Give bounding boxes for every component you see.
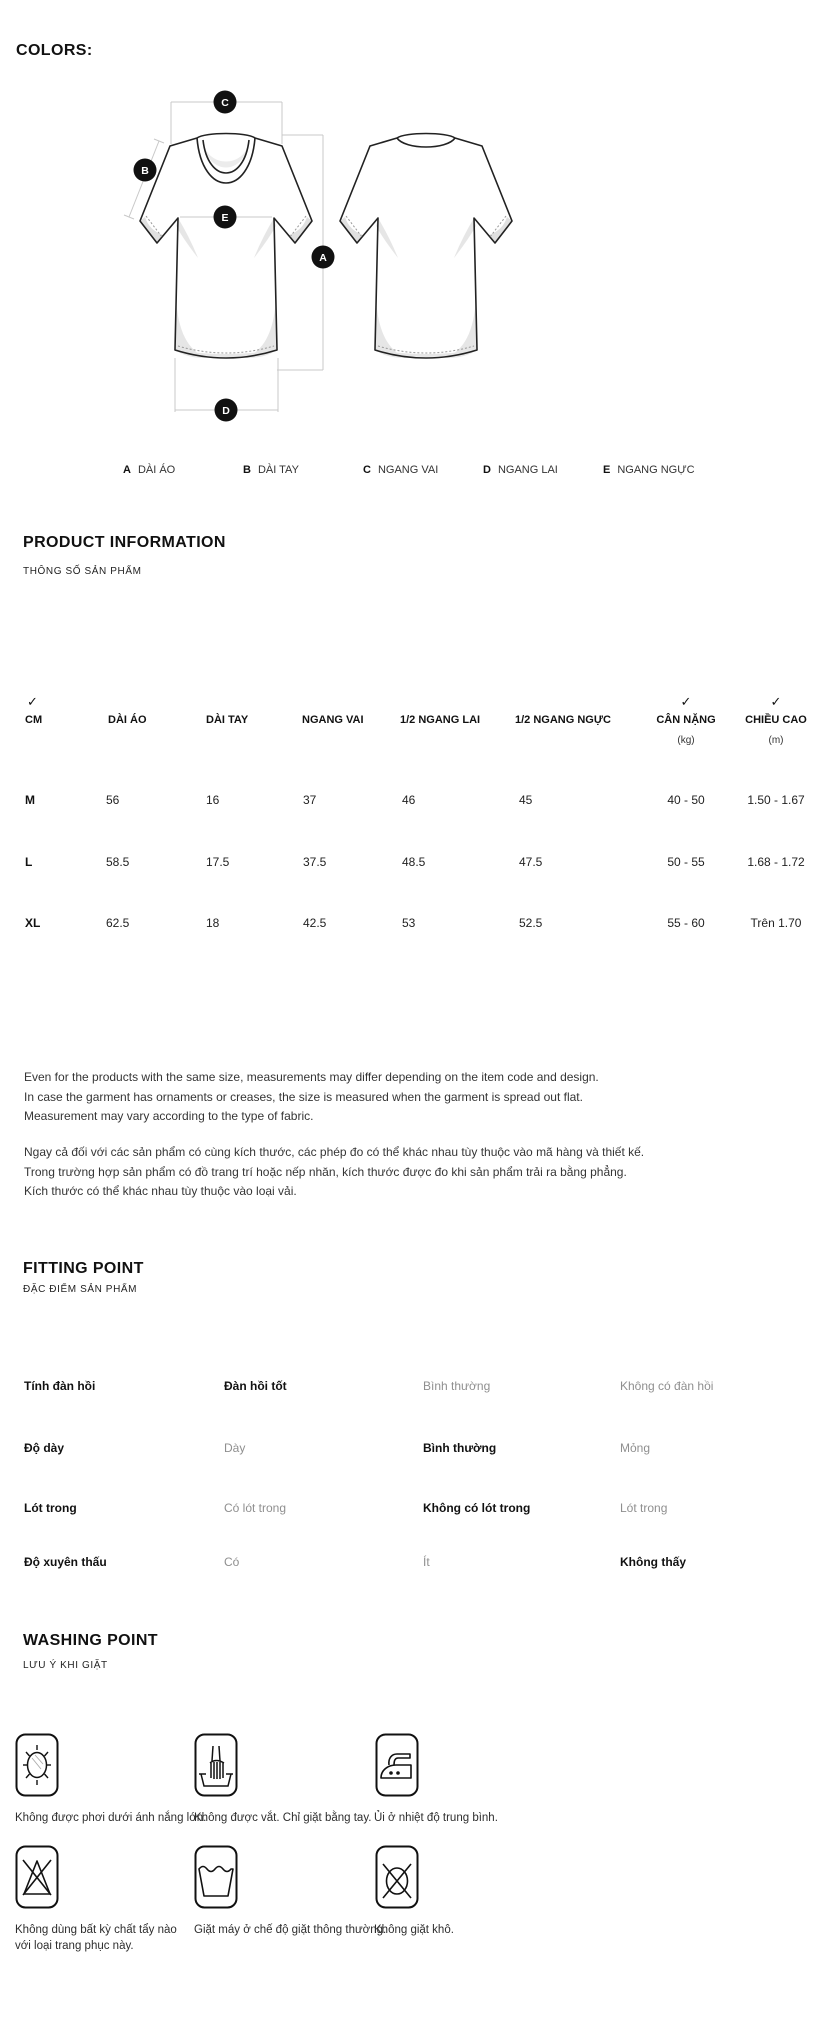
washing-caption: Không dùng bất kỳ chất tẩy nào với loại trang phục này. (15, 1924, 177, 1952)
value-cell: 16 (206, 793, 220, 807)
washing-title: WASHING POINT (23, 1632, 158, 1649)
washing-subtitle: LƯU Ý KHI GIẶT (23, 1660, 108, 1671)
value-cell: 40 - 50 (667, 793, 705, 807)
col-header-cm: CM (25, 714, 43, 726)
front-shirt-shading (140, 142, 312, 358)
washing-caption: Ủi ở nhiệt độ trung bình. (374, 1812, 498, 1824)
fitting-row-label: Độ xuyên thấu (24, 1555, 107, 1569)
washing-caption: Không giặt khô. (374, 1924, 454, 1936)
measure-markers (134, 91, 335, 422)
legend-key: D (483, 464, 491, 476)
fitting-option: Có lót trong (224, 1501, 287, 1515)
value-cell: Trên 1.70 (750, 916, 802, 930)
fitting-option-selected: Không thấy (620, 1555, 686, 1569)
fitting-row-label: Lót trong (24, 1501, 77, 1515)
notes-vietnamese (24, 1143, 644, 1202)
value-cell: 1.68 - 1.72 (747, 855, 805, 869)
check-icon: ✓ (27, 694, 38, 709)
value-cell: 37.5 (303, 855, 327, 869)
fitting-row-label: Tính đàn hồi (24, 1379, 96, 1393)
fitting-option: Ít (423, 1555, 430, 1569)
value-cell: 50 - 55 (667, 855, 705, 869)
value-cell: 42.5 (303, 916, 327, 930)
value-cell: 47.5 (519, 855, 543, 869)
product-info-title: PRODUCT INFORMATION (23, 534, 226, 551)
check-icon: ✓ (680, 694, 692, 709)
legend-item-c (363, 460, 438, 478)
no-sunlight-icon (15, 1733, 59, 1797)
size-cell: L (25, 855, 33, 869)
legend-label: NGANG NGỰC (617, 464, 695, 476)
legend-label: NGANG LAI (497, 464, 558, 476)
fitting-option: Không có đàn hồi (620, 1379, 714, 1393)
note-line: Measurement may vary according to the type of fabric. (24, 1109, 314, 1123)
note-line: Ngay cả đối với các sản phẩm có cùng kích thước, các phép đo có thể khác nhau tùy thuộc vào mã hàng và thiết kế. (24, 1145, 645, 1159)
fitting-option-selected: Không có lót trong (423, 1501, 531, 1515)
legend-key: A (123, 464, 131, 476)
product-info-subtitle: THÔNG SỐ SẢN PHẨM (23, 566, 142, 577)
fitting-option: Lót trong (620, 1501, 668, 1515)
fitting-option-selected: Bình thường (423, 1441, 497, 1455)
back-shirt-stitching (346, 216, 506, 353)
washing-caption: Không được vắt. Chỉ giặt bằng tay. (194, 1812, 372, 1824)
fitting-subtitle: ĐẶC ĐIỂM SẢN PHẨM (23, 1284, 138, 1295)
col-header-ngang-vai: NGANG VAI (302, 714, 364, 726)
fitting-option-selected: Đàn hồi tốt (224, 1379, 287, 1393)
col-header-ngang-nguc: 1/2 NGANG NGỰC (515, 714, 611, 726)
fitting-option: Bình thường (423, 1379, 491, 1393)
notes-english (24, 1068, 599, 1127)
col-header-chieu-cao: CHIỀU CAO (745, 714, 807, 726)
marker-e: E (221, 212, 229, 224)
fitting-title: FITTING POINT (23, 1260, 144, 1277)
note-line: Even for the products with the same size, measurements may differ depending on the item code and design. (24, 1070, 599, 1084)
machine-wash-icon (194, 1845, 238, 1909)
value-cell: 55 - 60 (667, 916, 705, 930)
fitting-option: Có (224, 1555, 240, 1569)
washing-caption: Giặt máy ở chế độ giặt thông thường. (194, 1924, 387, 1936)
marker-d: D (222, 405, 230, 417)
back-shirt-outline (340, 134, 512, 359)
fitting-option: Mỏng (620, 1441, 651, 1455)
legend-item-b (243, 460, 299, 478)
washing-caption: Không được phơi dưới ánh nắng lớn. (15, 1812, 207, 1824)
col-header-can-nang: CÂN NẶNG (656, 714, 716, 726)
back-shirt-shading (340, 217, 512, 358)
col-subheader-kg: (kg) (677, 735, 695, 746)
legend-item-d (483, 460, 558, 478)
legend-label: NGANG VAI (377, 464, 439, 476)
check-icon: ✓ (770, 694, 782, 709)
legend-key: E (603, 464, 611, 476)
value-cell: 18 (206, 916, 220, 930)
value-cell: 45 (519, 793, 533, 807)
legend-key: B (243, 464, 251, 476)
value-cell: 56 (106, 793, 120, 807)
value-cell: 37 (303, 793, 317, 807)
value-cell: 17.5 (206, 855, 230, 869)
value-cell: 1.50 - 1.67 (747, 793, 805, 807)
legend-item-e (603, 460, 695, 478)
value-cell: 46 (402, 793, 416, 807)
no-dry-clean-icon (375, 1845, 419, 1909)
size-cell: M (25, 793, 35, 807)
size-diagram (0, 60, 835, 432)
fitting-option: Dày (224, 1441, 246, 1455)
no-bleach-icon (15, 1845, 59, 1909)
value-cell: 53 (402, 916, 416, 930)
legend-item-a (123, 460, 175, 478)
col-header-dai-ao: DÀI ÁO (108, 714, 147, 726)
col-header-ngang-lai: 1/2 NGANG LAI (400, 714, 481, 726)
legend-label: DÀI ÁO (137, 464, 176, 476)
note-line: Trong trường hợp sản phẩm có đồ trang trí hoặc nếp nhăn, kích thước được đo khi sản phẩm trải ra bằng phẳng. (24, 1164, 627, 1179)
marker-b: B (141, 165, 149, 177)
fitting-row-label: Độ dày (24, 1441, 65, 1455)
colors-heading: COLORS: (16, 42, 93, 59)
col-header-dai-tay: DÀI TAY (206, 714, 249, 726)
value-cell: 52.5 (519, 916, 543, 930)
front-shirt-stitching (146, 216, 306, 353)
value-cell: 62.5 (106, 916, 130, 930)
value-cell: 58.5 (106, 855, 130, 869)
col-subheader-m: (m) (768, 735, 784, 746)
note-line: In case the garment has ornaments or creases, the size is measured when the garment is spread out flat. (24, 1089, 583, 1104)
marker-a: A (319, 252, 327, 264)
legend-label: DÀI TAY (257, 464, 299, 476)
legend-key: C (363, 464, 371, 476)
dimension-guides (124, 102, 323, 412)
value-cell: 48.5 (402, 855, 426, 869)
hand-wash-icon (194, 1733, 238, 1797)
note-line: Kích thước có thể khác nhau tùy thuộc vào loại vải. (24, 1184, 297, 1198)
marker-c: C (221, 97, 229, 109)
iron-medium-icon (375, 1733, 419, 1797)
size-cell: XL (25, 916, 41, 930)
